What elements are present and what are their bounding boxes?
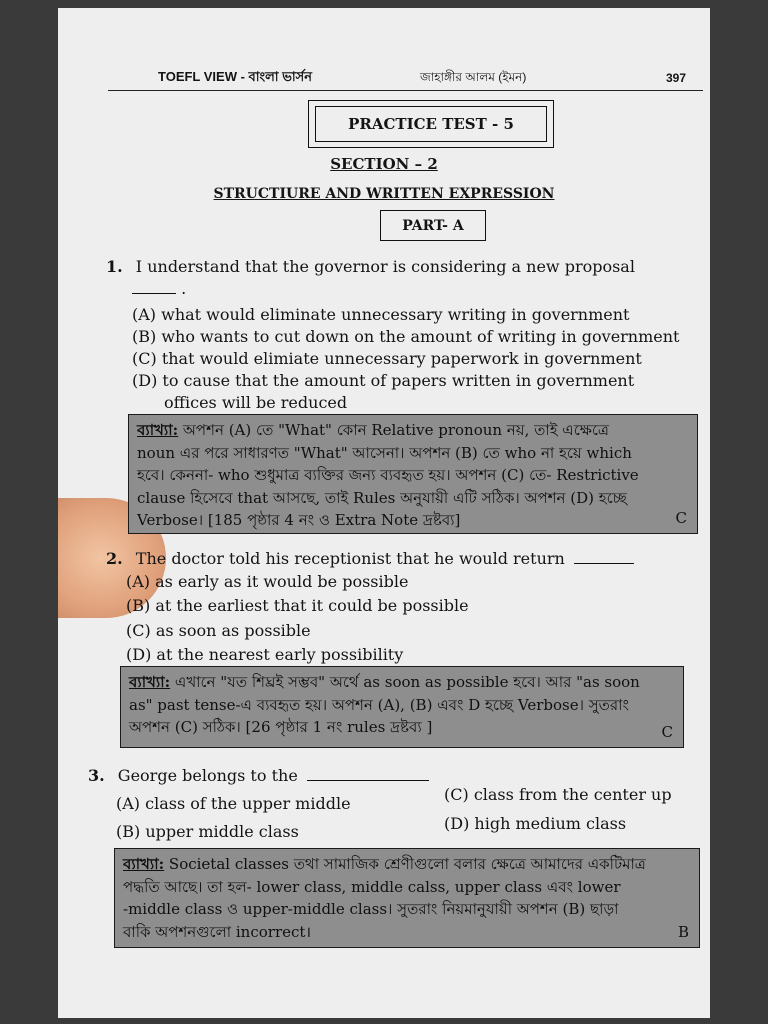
title-box bbox=[308, 100, 554, 148]
question-number: 3. bbox=[88, 766, 105, 785]
option-c: (C) that would elimiate unnecessary paperwork in government bbox=[132, 349, 642, 368]
explanation-line: Societal classes তথা সামাজিক শ্রেণীগুলো বলার ক্ষেত্রে আমাদের একটিমাত্র bbox=[168, 855, 646, 873]
explanation-line: noun এর পরে সাধারণত "What" আসেনা। অপশন (B) তে who না হয়ে which bbox=[137, 443, 632, 462]
question-2 bbox=[106, 548, 634, 570]
question-stem: George belongs to the bbox=[117, 766, 298, 785]
explanation-line: -middle class ও upper-middle class। সুতরাং নিয়মানুযায়ী অপশন (B) ছাড়া bbox=[123, 900, 619, 918]
option-c: (C) class from the center up bbox=[444, 785, 672, 804]
book-title: TOEFL VIEW - বাংলা ভার্সন bbox=[158, 69, 312, 84]
option-d: (D) to cause that the amount of papers written in government bbox=[132, 371, 635, 390]
option-a: (A) what would eliminate unnecessary writing in government bbox=[132, 305, 630, 324]
explanation-line: as" past tense-এ ব্যবহৃত হয়। অপশন (A), (B) এবং D হচ্ছে Verbose। সুতরাং bbox=[129, 695, 629, 714]
page-header bbox=[158, 66, 686, 90]
option-d-continued: offices will be reduced bbox=[164, 393, 348, 412]
explanation-label: ব্যাখ্যা: bbox=[129, 673, 171, 691]
answer-key: B bbox=[677, 922, 689, 941]
option-d: (D) at the nearest early possibility bbox=[126, 645, 404, 664]
explanation-line: অপশন (C) সঠিক। [26 পৃষ্ঠার 1 নং rules দ্রষ্টব্য ] bbox=[129, 718, 433, 736]
answer-blank bbox=[132, 279, 176, 294]
header-rule bbox=[108, 90, 703, 91]
explanation-line: Verbose। [185 পৃষ্ঠার 4 নং ও Extra Note দ্রষ্টব্য] bbox=[137, 511, 461, 529]
explanation-line: এখানে "যত শিঘ্রই সম্ভব" অর্থে as soon as possible হবে। আর "as soon bbox=[174, 673, 640, 691]
option-d: (D) high medium class bbox=[444, 814, 627, 833]
answer-key: C bbox=[661, 722, 673, 741]
section-title: SECTION – 2 bbox=[330, 155, 438, 173]
question-number: 2. bbox=[106, 549, 123, 568]
explanation-label: ব্যাখ্যা: bbox=[137, 421, 179, 439]
section-heading: STRUCTIURE AND WRITTEN EXPRESSION bbox=[213, 186, 555, 202]
explanation-label: ব্যাখ্যা: bbox=[123, 855, 165, 873]
option-b: (B) who wants to cut down on the amount of writing in government bbox=[132, 327, 680, 346]
option-a: (A) class of the upper middle bbox=[116, 794, 351, 813]
book-page bbox=[58, 8, 710, 1018]
explanation-line: হবে। কেননা- who শুধুমাত্র ব্যক্তির জন্য ব্যবহৃত হয়। অপশন (C) তে- Restrictive bbox=[137, 466, 639, 484]
question-stem: The doctor told his receptionist that he would return bbox=[135, 549, 565, 568]
author-name: জাহাঙ্গীর আলম (ইমন) bbox=[420, 70, 527, 84]
explanation-line: পদ্ধতি আছে। তা হল- lower class, middle calss, upper class এবং lower bbox=[123, 877, 621, 896]
page-title: PRACTICE TEST - 5 bbox=[315, 106, 547, 142]
question-stem: I understand that the governor is considering a new proposal bbox=[135, 257, 635, 276]
question-1-blank bbox=[132, 278, 186, 300]
question-1 bbox=[106, 256, 635, 278]
explanation-box-3 bbox=[114, 848, 700, 948]
explanation-line: অপশন (A) তে "What" কোন Relative pronoun নয়, তাই এক্ষেত্রে bbox=[182, 421, 609, 439]
option-a: (A) as early as it would be possible bbox=[126, 572, 409, 591]
explanation-box-1 bbox=[128, 414, 698, 534]
explanation-box-2 bbox=[120, 666, 684, 748]
answer-blank bbox=[574, 549, 634, 564]
answer-blank bbox=[307, 766, 429, 781]
page-number: 397 bbox=[665, 71, 686, 85]
option-b: (B) at the earliest that it could be possible bbox=[126, 596, 469, 615]
answer-key: C bbox=[675, 508, 687, 527]
stem-period: . bbox=[181, 279, 187, 298]
question-number: 1. bbox=[106, 257, 123, 276]
option-b: (B) upper middle class bbox=[116, 822, 299, 841]
explanation-line: বাকি অপশনগুলো incorrect। bbox=[123, 922, 312, 941]
question-3 bbox=[88, 765, 429, 787]
option-c: (C) as soon as possible bbox=[126, 621, 311, 640]
explanation-line: clause হিসেবে that আসছে, তাই Rules অনুযায়ী এটি সঠিক। অপশন (D) হচ্ছে bbox=[137, 488, 627, 507]
part-label: PART- A bbox=[380, 210, 486, 241]
